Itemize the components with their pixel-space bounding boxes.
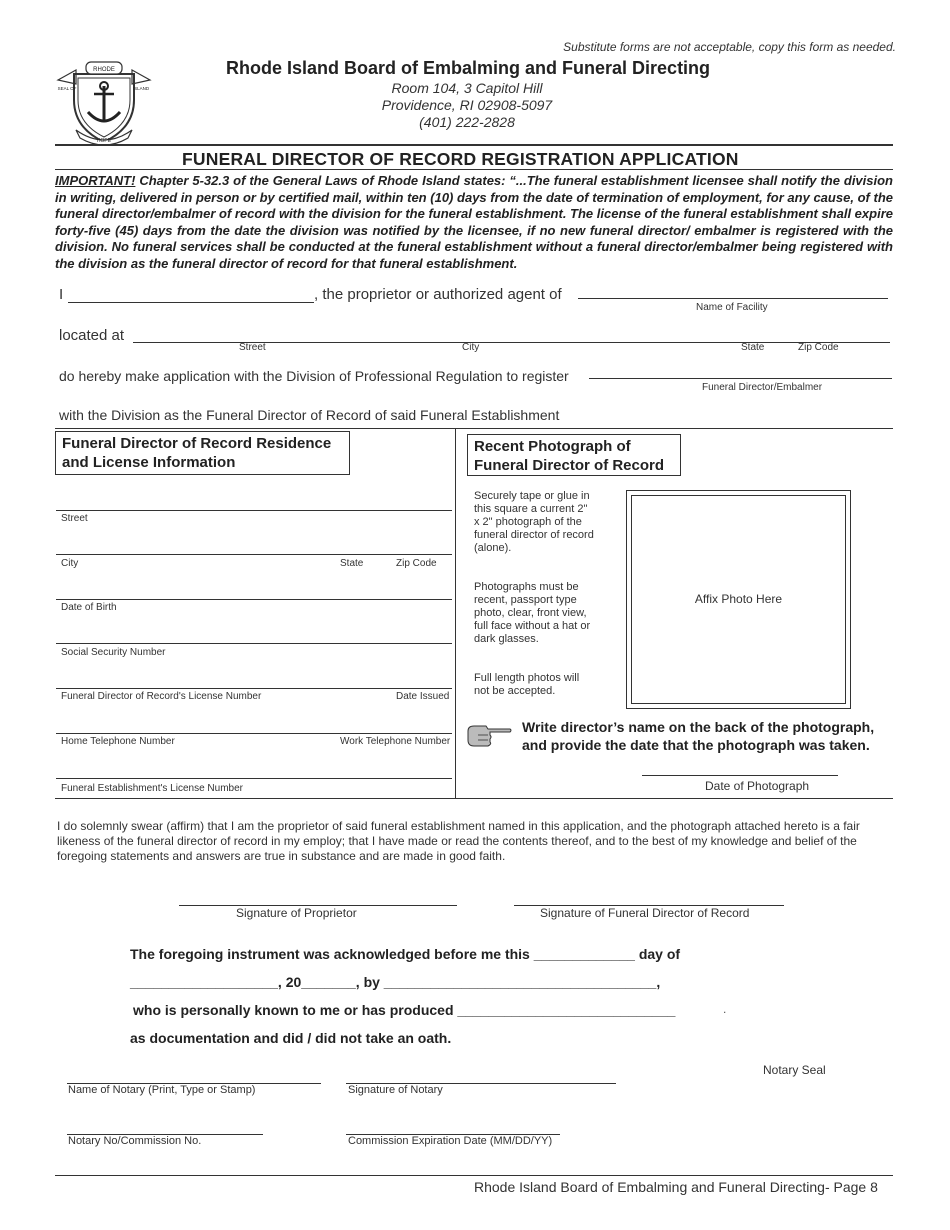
important-label: IMPORTANT! xyxy=(55,173,136,188)
section-divider xyxy=(455,428,456,798)
commission-expiration-caption: Commission Expiration Date (MM/DD/YY) xyxy=(348,1135,553,1147)
located-at-label: located at xyxy=(59,327,125,344)
phone: (401) 222-2828 xyxy=(419,114,515,130)
pointing-hand-icon xyxy=(466,723,512,749)
notary-name-caption: Name of Notary (Print, Type or Stamp) xyxy=(68,1084,256,1096)
date-issued-caption: Date Issued xyxy=(396,691,450,702)
seal-text-right: ISLAND xyxy=(132,86,150,91)
photo-date-caption: Date of Photograph xyxy=(705,779,810,793)
applicant-name-field[interactable] xyxy=(68,302,314,303)
photo-section-title: Recent Photograph of Funeral Director of Record xyxy=(467,434,681,476)
facility-state-caption: State xyxy=(741,342,765,353)
section-rule-top xyxy=(55,428,893,429)
res-zip-caption: Zip Code xyxy=(396,558,437,569)
res-city-field[interactable] xyxy=(56,554,452,555)
facility-caption: Name of Facility xyxy=(696,302,768,313)
footer-text: Rhode Island Board of Embalming and Funeral Directing- Page 8 xyxy=(474,1179,878,1195)
address-line2: Providence, RI 02908-5097 xyxy=(381,97,553,113)
oath-statement: I do solemnly swear (affirm) that I am the proprietor of said funeral establishment named in this application, and the photograph attached hereto is a fair likeness of the funeral director of record in my employ; that I have made or read the contents thereof, and to the best of my knowledge and belief of the foregoing statements and answers are true in substance and are made in good faith. xyxy=(57,819,860,863)
section-rule-bottom xyxy=(55,798,893,799)
state-seal-logo xyxy=(56,60,152,146)
photo-date-field[interactable] xyxy=(642,775,838,776)
important-text: Chapter 5-32.3 of the General Laws of Rhode Island states: “...The funeral establishment licensee shall notify the division in writing, delivered in person or by certified mail, within ten (10) days from the date of termination of employment, for any cause, of the funeral director/embalmer of record with the division for the funeral establishment. The license of the funeral establishment shall expire forty-five (45) days from the date the division was notified by the licensee, if no new funeral director/ embalmer is registered with the division. No funeral services shall be conducted at the funeral establishment without a funeral director/embalmer being registered with the division as the funeral director of record for that funeral establishment. xyxy=(55,173,893,271)
photo-instruction-2: and provide the date that the photograph was taken. xyxy=(522,737,870,753)
dob-caption: Date of Birth xyxy=(61,602,117,613)
seal-text-left: SEAL OF xyxy=(57,86,77,91)
photo-box[interactable] xyxy=(626,490,851,709)
notary-number-caption: Notary No/Commission No. xyxy=(68,1135,202,1147)
facility-street-caption: Street xyxy=(239,342,266,353)
i-label: I xyxy=(59,286,64,303)
director-signature-caption: Signature of Funeral Director of Record xyxy=(540,906,750,920)
register-text: do hereby make application with the Division of Professional Regulation to register xyxy=(59,368,569,384)
notary-signature-caption: Signature of Notary xyxy=(348,1084,443,1096)
form-title: FUNERAL DIRECTOR OF RECORD REGISTRATION APPLICATION xyxy=(182,149,739,169)
with-division-text: with the Division as the Funeral Director of Record of said Funeral Establishment xyxy=(59,407,560,423)
proprietor-text: , the proprietor or authorized agent of xyxy=(314,286,562,303)
seal-text-bottom: HOPE xyxy=(96,138,112,144)
res-city-caption: City xyxy=(61,558,79,569)
facility-city-caption: City xyxy=(462,342,480,353)
director-caption: Funeral Director/Embalmer xyxy=(702,382,823,393)
telephone-field[interactable] xyxy=(56,733,452,734)
photo-note-3: Full length photos will not be accepted. xyxy=(474,672,580,697)
residence-section-title: Funeral Director of Record Residence and License Information xyxy=(55,431,350,475)
res-street-field[interactable] xyxy=(56,510,452,511)
establishment-license-caption: Funeral Establishment's License Number xyxy=(61,783,243,794)
res-state-caption: State xyxy=(340,558,364,569)
footer-rule xyxy=(55,1175,893,1176)
establishment-license-field[interactable] xyxy=(56,778,452,779)
director-name-field[interactable] xyxy=(589,378,892,379)
photo-note-1: Securely tape or glue in this square a current 2" x 2" photograph of the funeral director of record (alone). xyxy=(474,490,594,554)
license-number-caption: Funeral Director of Record's License Number xyxy=(61,691,262,702)
title-rule-top xyxy=(55,144,893,146)
substitute-notice: Substitute forms are not acceptable, copy this form as needed. xyxy=(563,40,896,54)
important-notice xyxy=(55,173,893,273)
title-rule-bottom xyxy=(55,169,893,170)
photo-instruction-1: Write director’s name on the back of the photograph, xyxy=(522,719,875,735)
proprietor-signature-caption: Signature of Proprietor xyxy=(236,906,357,920)
license-number-field[interactable] xyxy=(56,688,452,689)
res-street-caption: Street xyxy=(61,513,88,524)
home-phone-caption: Home Telephone Number xyxy=(61,736,175,747)
notary-seal-label: Notary Seal xyxy=(763,1063,826,1077)
notary-line-3-dot: . xyxy=(723,1002,727,1016)
seal-text-top: RHODE xyxy=(93,67,115,73)
board-name: Rhode Island Board of Embalming and Funeral Directing xyxy=(226,58,711,78)
notary-line-3: who is personally known to me or has produced ____________________________ xyxy=(133,1002,676,1018)
address-line1: Room 104, 3 Capitol Hill xyxy=(391,80,543,96)
ssn-caption: Social Security Number xyxy=(61,647,166,658)
photo-note-2: Photographs must be recent, passport type photo, clear, front view, full face without a hat or dark glasses. xyxy=(474,581,591,645)
facility-name-field[interactable] xyxy=(578,298,888,299)
work-phone-caption: Work Telephone Number xyxy=(340,736,451,747)
affix-photo-label: Affix Photo Here xyxy=(694,592,783,606)
ssn-field[interactable] xyxy=(56,643,452,644)
notary-line-2: ___________________, 20_______, by ___________________________________, xyxy=(130,974,661,990)
facility-zip-caption: Zip Code xyxy=(798,342,839,353)
dob-field[interactable] xyxy=(56,599,452,600)
notary-line-4: as documentation and did / did not take an oath. xyxy=(130,1030,452,1046)
notary-line-1: The foregoing instrument was acknowledged before me this _____________ day of xyxy=(130,946,681,962)
